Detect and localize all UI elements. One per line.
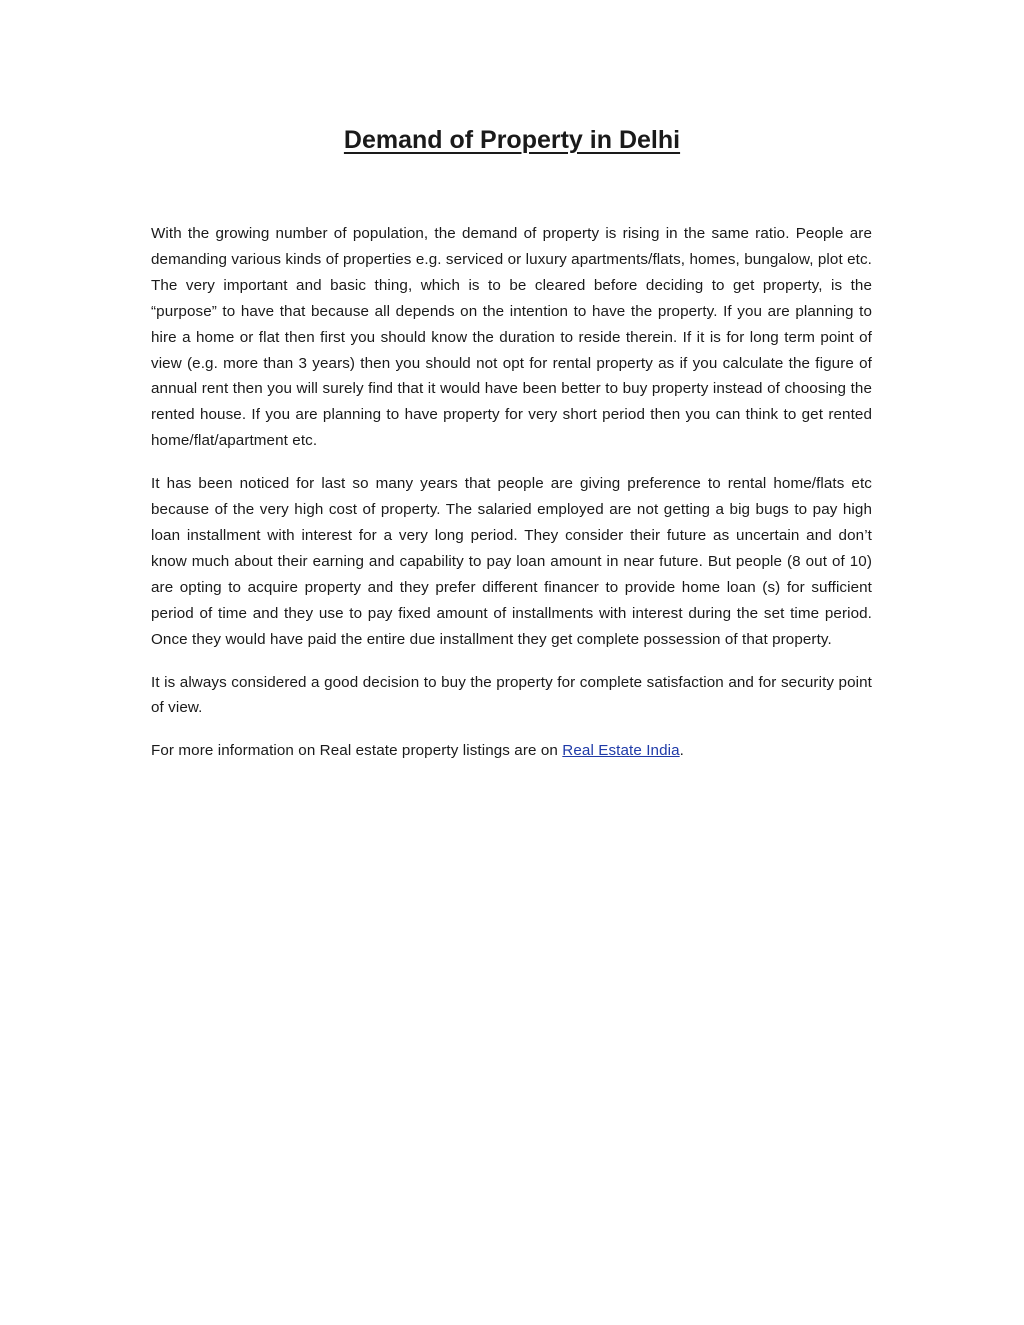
paragraph-3: It is always considered a good decision to buy the property for complete satisfaction and for security point of view. xyxy=(151,673,872,717)
document-title xyxy=(0,122,1024,158)
closing-paragraph xyxy=(151,738,872,764)
closing-suffix: . xyxy=(679,742,684,760)
paragraph-2: It has been noticed for last so many years that people are giving preference to rental home/flats etc because of the very high cost of property. The salaried employed are not getting a big bugs to pay high loan installment with interest for a very long period. They consider their future as uncertain and don’t know much about their earning and capability to pay loan amount in near future. But people (8 out of 10) are opting to acquire property and they prefer different financer to provide home loan (s) for sufficient period of time and they use to pay fixed amount of installments with interest during the set time period. Once they would have paid the entire due installment they get complete possession of that property. xyxy=(151,475,872,648)
real-estate-india-link[interactable]: Real Estate India xyxy=(562,742,680,760)
document-title-text: Demand of Property in Delhi xyxy=(343,126,681,154)
document-body xyxy=(151,221,872,781)
closing-prefix: For more information on Real estate property listings are on xyxy=(151,742,563,760)
paragraph-1: With the growing number of population, the demand of property is rising in the same ratio. People are demanding various kinds of properties e.g. serviced or luxury apartments/flats, homes, bungalow, plot etc. The very important and basic thing, which is to be cleared before deciding to get property, is the “purpose” to have that because all depends on the intention to have the property. If you are planning to hire a home or flat then first you should know the duration to reside therein. If it is for long term point of view (e.g. more than 3 years) then you should not opt for rental property as if you calculate the figure of annual rent then you will surely find that it would have been better to buy property instead of choosing the rented house. If you are planning to have property for very short period then you can think to get rented home/flat/apartment etc. xyxy=(151,225,872,450)
